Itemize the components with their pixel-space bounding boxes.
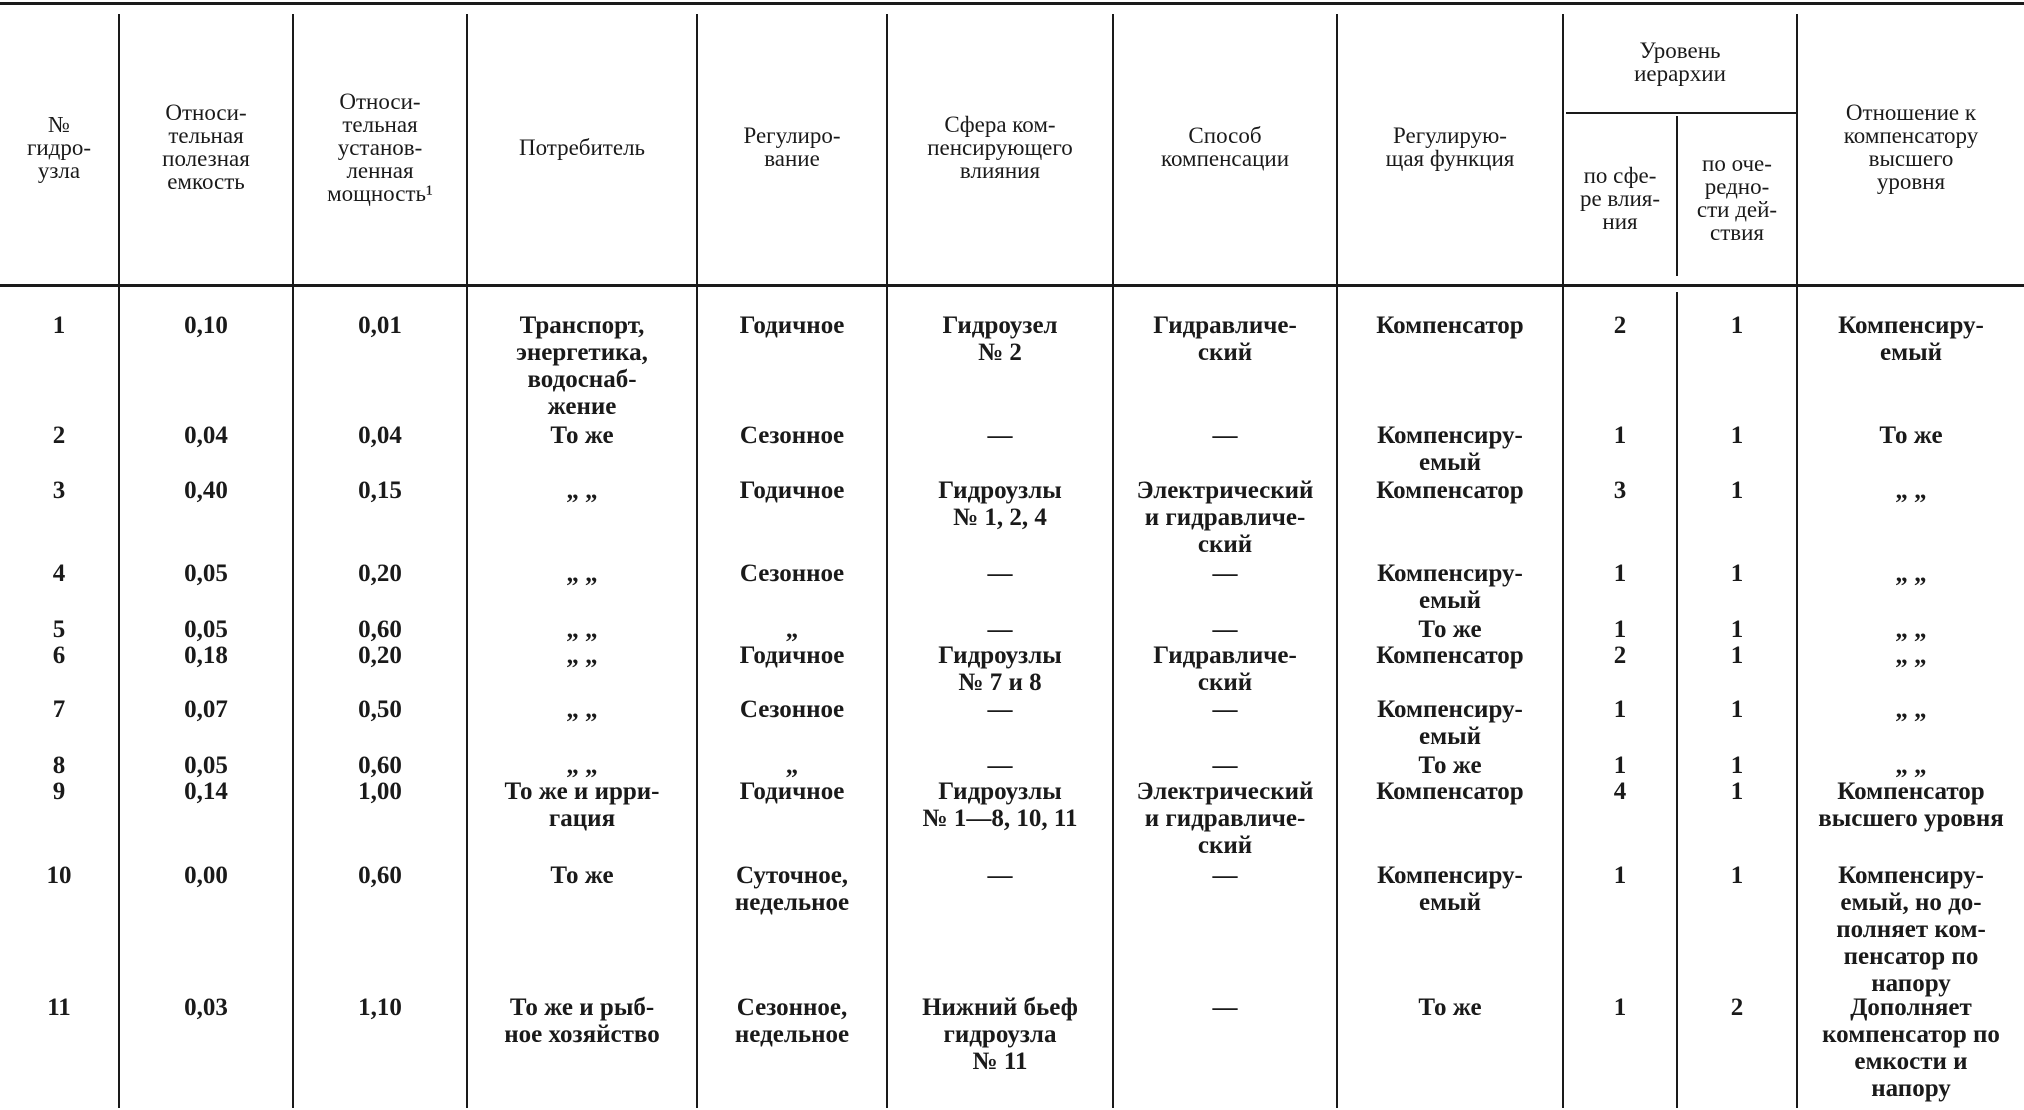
- cell-no: 10: [46, 862, 72, 889]
- cell-capacity: 0,05: [184, 616, 228, 643]
- cell-power: 0,04: [358, 422, 402, 449]
- cell-method: —: [1212, 862, 1238, 889]
- cell-method: —: [1212, 560, 1238, 587]
- cell-relation: То же: [1879, 422, 1943, 449]
- cell-sphere: —: [987, 696, 1013, 723]
- cell-power: 0,50: [358, 696, 402, 723]
- cell-sphere: Гидроузлы № 7 и 8: [938, 642, 1062, 696]
- cell-no: 6: [52, 642, 66, 669]
- cell-power: 0,60: [358, 616, 402, 643]
- cell-consumer: „ „: [566, 616, 598, 643]
- cell-function: Компенсиру- емый: [1377, 560, 1523, 614]
- cell-regulation: Годичное: [739, 778, 845, 805]
- cell-h2: 1: [1730, 642, 1744, 669]
- cell-power: 1,10: [358, 994, 402, 1021]
- cell-sphere: Гидроузел № 2: [942, 312, 1058, 366]
- cell-sphere: —: [987, 752, 1013, 779]
- cell-capacity: 0,04: [184, 422, 228, 449]
- cell-method: —: [1212, 696, 1238, 723]
- cell-capacity: 0,05: [184, 752, 228, 779]
- cell-function: То же: [1418, 752, 1482, 779]
- cell-consumer: „ „: [566, 560, 598, 587]
- cell-consumer: „ „: [566, 752, 598, 779]
- cell-no: 11: [47, 994, 71, 1021]
- cell-capacity: 0,10: [184, 312, 228, 339]
- cell-power: 0,15: [358, 477, 402, 504]
- cell-h2: 1: [1730, 696, 1744, 723]
- cell-consumer: То же: [550, 862, 614, 889]
- cell-power: 0,60: [358, 862, 402, 889]
- cell-relation: Компенсиру- емый: [1838, 312, 1984, 366]
- header-hierarchy-order: по оче- редно- сти дей- ствия: [1696, 151, 1778, 245]
- cell-function: Компенсатор: [1376, 642, 1524, 669]
- cell-h2: 1: [1730, 312, 1744, 339]
- cell-h1: 2: [1613, 642, 1627, 669]
- cell-method: —: [1212, 422, 1238, 449]
- header-power: Относи- тельная установ- ленная мощность¹: [327, 88, 433, 206]
- cell-relation: Компенсиру- емый, но до- полняет ком- пенсатор по напору: [1836, 862, 1986, 997]
- cell-function: Компенсиру- емый: [1377, 696, 1523, 750]
- cell-no: 3: [52, 477, 66, 504]
- table-top-rule: [0, 2, 2024, 5]
- cell-capacity: 0,07: [184, 696, 228, 723]
- cell-no: 1: [52, 312, 66, 339]
- header-sphere: Сфера ком- пенсирующего влияния: [927, 111, 1073, 183]
- cell-relation: „ „: [1895, 696, 1927, 723]
- cell-sphere: —: [987, 616, 1013, 643]
- cell-h1: 4: [1613, 778, 1627, 805]
- header-number: № гидро- узла: [26, 111, 92, 183]
- cell-regulation: Годичное: [739, 477, 845, 504]
- header-hierarchy: Уровень иерархии: [1634, 38, 1726, 86]
- cell-sphere: Гидроузлы № 1, 2, 4: [938, 477, 1062, 531]
- cell-consumer: То же: [550, 422, 614, 449]
- cell-function: Компенсатор: [1376, 312, 1524, 339]
- cell-h2: 1: [1730, 560, 1744, 587]
- header-method: Способ компенсации: [1160, 123, 1290, 171]
- cell-h2: 1: [1730, 616, 1744, 643]
- cell-h2: 1: [1730, 862, 1744, 889]
- cell-regulation: Сезонное: [739, 696, 845, 723]
- cell-no: 9: [52, 778, 66, 805]
- cell-consumer: „ „: [566, 477, 598, 504]
- cell-h1: 2: [1613, 312, 1627, 339]
- cell-function: Компенсиру- емый: [1377, 862, 1523, 916]
- cell-method: —: [1212, 616, 1238, 643]
- cell-no: 2: [52, 422, 66, 449]
- cell-no: 7: [52, 696, 66, 723]
- cell-method: —: [1212, 994, 1238, 1021]
- cell-consumer: Транспорт, энергетика, водоснаб- жение: [516, 312, 648, 420]
- cell-sphere: —: [987, 422, 1013, 449]
- header-hierarchy-sphere: по сфе- ре влия- ния: [1579, 162, 1661, 234]
- cell-h2: 1: [1730, 752, 1744, 779]
- cell-relation: „ „: [1895, 616, 1927, 643]
- cell-capacity: 0,18: [184, 642, 228, 669]
- cell-function: Компенсиру- емый: [1377, 422, 1523, 476]
- cell-consumer: То же и рыб- ное хозяйство: [504, 994, 660, 1048]
- cell-relation: „ „: [1895, 477, 1927, 504]
- cell-method: —: [1212, 752, 1238, 779]
- cell-sphere: —: [987, 560, 1013, 587]
- cell-h1: 1: [1613, 696, 1627, 723]
- cell-h1: 1: [1613, 560, 1627, 587]
- cell-no: 5: [52, 616, 66, 643]
- cell-capacity: 0,00: [184, 862, 228, 889]
- cell-function: Компенсатор: [1376, 477, 1524, 504]
- cell-capacity: 0,14: [184, 778, 228, 805]
- cell-regulation: Суточное, недельное: [734, 862, 850, 916]
- cell-consumer: То же и ирри- гация: [504, 778, 660, 832]
- cell-regulation: „: [785, 752, 799, 779]
- cell-h1: 1: [1613, 616, 1627, 643]
- cell-relation: „ „: [1895, 642, 1927, 669]
- hierarchy-subheader-rule: [1566, 112, 1796, 114]
- cell-consumer: „ „: [566, 642, 598, 669]
- cell-h2: 1: [1730, 422, 1744, 449]
- cell-capacity: 0,03: [184, 994, 228, 1021]
- cell-relation: „ „: [1895, 560, 1927, 587]
- cell-capacity: 0,05: [184, 560, 228, 587]
- cell-h1: 1: [1613, 422, 1627, 449]
- cell-regulation: Сезонное: [739, 422, 845, 449]
- cell-no: 8: [52, 752, 66, 779]
- cell-power: 0,01: [358, 312, 402, 339]
- cell-relation: Дополняет компенсатор по емкости и напору: [1822, 994, 2000, 1102]
- cell-power: 1,00: [358, 778, 402, 805]
- cell-regulation: Сезонное, недельное: [734, 994, 850, 1048]
- cell-sphere: —: [987, 862, 1013, 889]
- cell-relation: Компенсатор высшего уровня: [1818, 778, 2004, 832]
- cell-regulation: Годичное: [739, 312, 845, 339]
- cell-sphere: Гидроузлы № 1—8, 10, 11: [922, 778, 1078, 832]
- cell-h2: 1: [1730, 778, 1744, 805]
- cell-power: 0,20: [358, 560, 402, 587]
- cell-regulation: Сезонное: [739, 560, 845, 587]
- header-regulation: Регулиро- вание: [743, 123, 841, 171]
- header-bottom-rule: [0, 284, 2024, 287]
- cell-sphere: Нижний бьеф гидроузла № 11: [922, 994, 1078, 1075]
- cell-function: То же: [1418, 616, 1482, 643]
- cell-h1: 1: [1613, 862, 1627, 889]
- cell-function: То же: [1418, 994, 1482, 1021]
- cell-h1: 3: [1613, 477, 1627, 504]
- cell-h2: 2: [1730, 994, 1744, 1021]
- header-consumer: Потребитель: [518, 134, 646, 160]
- cell-capacity: 0,40: [184, 477, 228, 504]
- header-relation: Отношение к компенсатору высшего уровня: [1843, 100, 1979, 194]
- cell-relation: „ „: [1895, 752, 1927, 779]
- cell-no: 4: [52, 560, 66, 587]
- cell-method: Электрический и гидравличе- ский: [1136, 477, 1314, 558]
- cell-regulation: „: [785, 616, 799, 643]
- cell-consumer: „ „: [566, 696, 598, 723]
- cell-function: Компенсатор: [1376, 778, 1524, 805]
- cell-regulation: Годичное: [739, 642, 845, 669]
- cell-power: 0,60: [358, 752, 402, 779]
- header-function: Регулирую- щая функция: [1385, 123, 1515, 171]
- cell-method: Электрический и гидравличе- ский: [1136, 778, 1314, 859]
- cell-method: Гидравличе- ский: [1153, 312, 1297, 366]
- header-capacity: Относи- тельная полезная емкость: [162, 100, 250, 194]
- cell-h1: 1: [1613, 752, 1627, 779]
- cell-h1: 1: [1613, 994, 1627, 1021]
- cell-h2: 1: [1730, 477, 1744, 504]
- cell-method: Гидравличе- ский: [1153, 642, 1297, 696]
- cell-power: 0,20: [358, 642, 402, 669]
